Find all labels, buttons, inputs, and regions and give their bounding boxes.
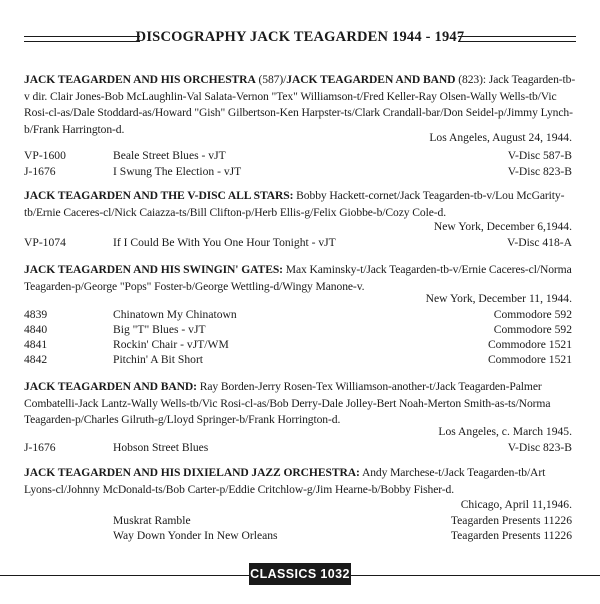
matrix-number: 4842 <box>24 353 48 366</box>
record-label: Commodore 592 <box>493 308 572 321</box>
track-title: Hobson Street Blues <box>113 441 209 454</box>
band-name: JACK TEAGARDEN AND BAND: <box>24 380 197 393</box>
classics-catalog-badge: CLASSICS 1032 <box>249 563 351 585</box>
band-name: JACK TEAGARDEN AND HIS DIXIELAND JAZZ ORCHESTRA: <box>24 466 360 479</box>
session-header <box>24 72 576 138</box>
record-label: Commodore 1521 <box>487 338 572 351</box>
matrix-number: 4839 <box>24 308 48 321</box>
record-label: Teagarden Presents 11226 <box>450 514 572 527</box>
session-header <box>24 188 576 221</box>
matrix-number: 4841 <box>24 338 48 351</box>
track-title: If I Could Be With You One Hour Tonight - vJT <box>113 236 336 249</box>
track-title: Rockin' Chair - vJT/WM <box>113 338 229 351</box>
record-label: V-Disc 823-B <box>507 441 572 454</box>
page-title: DISCOGRAPHY JACK TEAGARDEN 1944 - 1947 <box>135 29 465 45</box>
footer-rule-left <box>0 575 249 576</box>
matrix-number: 4840 <box>24 323 48 336</box>
place-date: Los Angeles, August 24, 1944. <box>429 131 572 144</box>
band-name-alt: JACK TEAGARDEN AND BAND <box>286 73 456 86</box>
matrix-number: VP-1074 <box>24 236 66 249</box>
band-catalog: (587)/ <box>255 73 287 86</box>
band-catalog-alt: (823): <box>455 73 489 86</box>
record-label: Commodore 592 <box>493 323 572 336</box>
personnel: Jack Teagarden-tb-v dir. Clair Jones-Bob McLaughlin-Val Salata-Vernon "Tex" Williamson-t/Fred Keller-Ray Olsen-Wally Wells-tb/Vic Rosi-cl-as/Dale Stoddard-as/Howard "Gish" Gilbertson-Ken Harpster-ts/Clark Crandall-bar/Don Seidel-p/Jimmy Lynch-b/Frank Harrington-d. <box>24 73 576 136</box>
band-name: JACK TEAGARDEN AND HIS ORCHESTRA <box>24 73 256 86</box>
matrix-number: VP-1600 <box>24 149 66 162</box>
track-title: Chinatown My Chinatown <box>113 308 237 321</box>
personnel: Ray Borden-Jerry Rosen-Tex Williamson-another-t/Jack Teagarden-Palmer Combatelli-Jack Lantz-Wally Wells-tb/Vic Rosi-cl-as/Bob Derry-Dale Jolley-Bert Noah-Merton Smith-as-ts/Norma Teagarden-p/Charles Gilruth-g/Lloyd Springer-b/Frank Horrington-d. <box>24 380 551 427</box>
footer-rule-right <box>351 575 600 576</box>
record-label: V-Disc 823-B <box>507 165 572 178</box>
track-title: Way Down Yonder In New Orleans <box>113 529 278 542</box>
session-header <box>24 465 576 498</box>
place-date: Los Angeles, c. March 1945. <box>438 425 572 438</box>
matrix-number: J-1676 <box>24 441 56 454</box>
record-label: Commodore 1521 <box>487 353 572 366</box>
personnel: Bobby Hackett-cornet/Jack Teagarden-tb-v/Lou McGarity-tb/Ernie Caceres-cl/Nick Caiazza-ts/Bill Clifton-p/Herb Ellis-g/Felix Giobbe-b/Cozy Cole-d. <box>24 189 565 219</box>
track-title: I Swung The Election - vJT <box>113 165 242 178</box>
personnel: Max Kaminsky-t/Jack Teagarden-tb-v/Ernie Caceres-cl/Norma Teagarden-p/George "Pops" Foster-b/George Wettling-d/Wingy Manone-v. <box>24 263 572 293</box>
record-label: Teagarden Presents 11226 <box>450 529 572 542</box>
personnel: Andy Marchese-t/Jack Teagarden-tb/Art Lyons-cl/Johnny McDonald-ts/Bob Carter-p/Eddie Critchlow-g/Jim Hearne-b/Bobby Fisher-d. <box>24 466 546 496</box>
track-title: Muskrat Ramble <box>113 514 191 527</box>
place-date: New York, December 6,1944. <box>433 220 572 233</box>
track-title: Pitchin' A Bit Short <box>113 353 204 366</box>
place-date: Chicago, April 11,1946. <box>460 498 572 511</box>
band-name: JACK TEAGARDEN AND HIS SWINGIN' GATES: <box>24 263 283 276</box>
track-title: Big "T" Blues - vJT <box>113 323 206 336</box>
session-header <box>24 379 576 429</box>
place-date: New York, December 11, 1944. <box>425 292 572 305</box>
matrix-number: J-1676 <box>24 165 56 178</box>
track-title: Beale Street Blues - vJT <box>113 149 226 162</box>
band-name: JACK TEAGARDEN AND THE V-DISC ALL STARS: <box>24 189 294 202</box>
record-label: V-Disc 418-A <box>507 236 572 249</box>
record-label: V-Disc 587-B <box>507 149 572 162</box>
